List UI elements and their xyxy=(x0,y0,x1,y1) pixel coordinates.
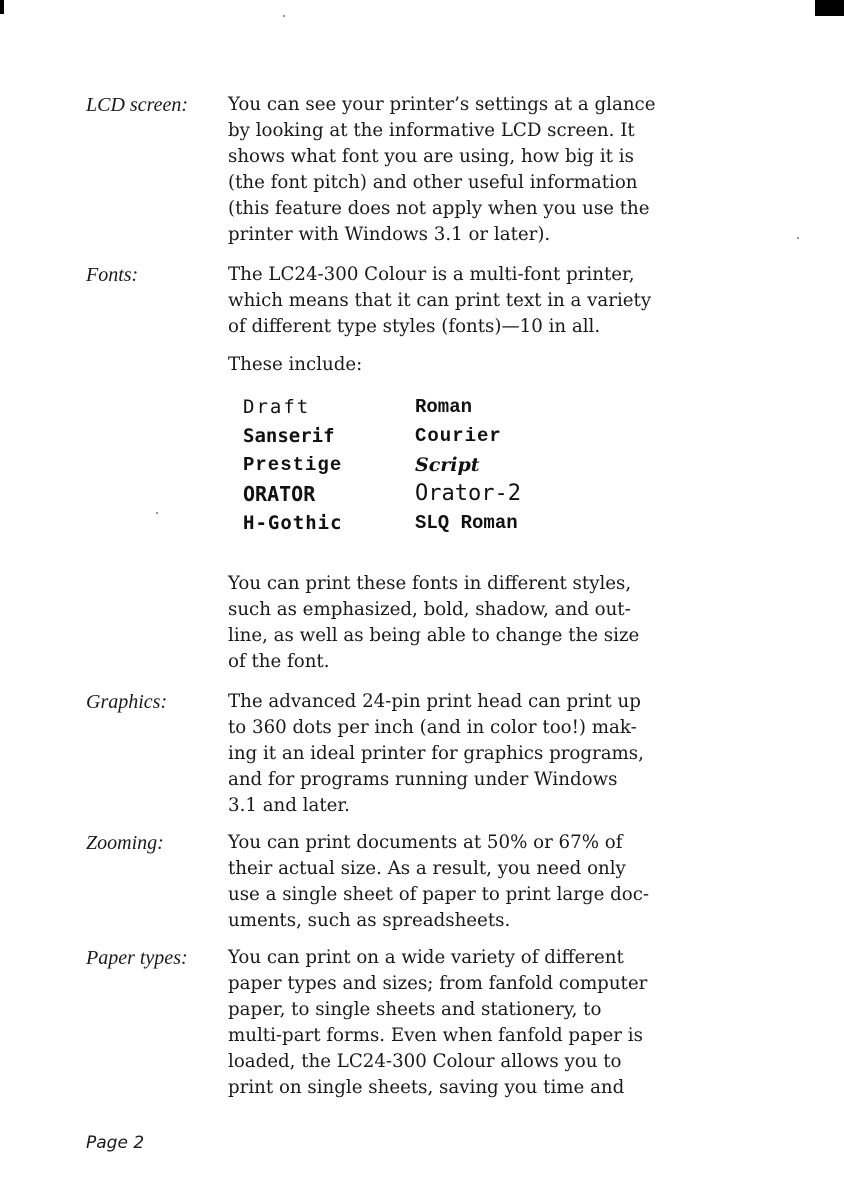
text-line: by looking at the informative LCD screen. It xyxy=(228,120,635,141)
font-sample-script: Script xyxy=(415,454,480,476)
text-line: loaded, the LC24-300 Colour allows you to xyxy=(228,1051,622,1072)
font-sample-roman: Roman xyxy=(415,396,473,418)
text-line: such as emphasized, bold, shadow, and out- xyxy=(228,599,631,620)
text-line: uments, such as spreadsheets. xyxy=(228,910,511,931)
paragraph-fonts xyxy=(228,262,728,340)
text-line: (the font pitch) and other useful information xyxy=(228,172,638,193)
text-line: of the font. xyxy=(228,651,330,672)
text-line: their actual size. As a result, you need only xyxy=(228,858,626,879)
font-sample-slq-roman: SLQ Roman xyxy=(415,512,518,534)
text-line: which means that it can print text in a variety xyxy=(228,290,652,311)
text-line: to 360 dots per inch (and in color too!) mak- xyxy=(228,717,637,738)
text-line: You can see your printer’s settings at a glance xyxy=(228,94,656,115)
paragraph-font-styles xyxy=(228,571,728,675)
paragraph-lcd-screen xyxy=(228,92,728,248)
page-number: Page 2 xyxy=(86,1133,145,1153)
font-sample-prestige: Prestige xyxy=(243,454,343,476)
text-line: paper types and sizes; from fanfold computer xyxy=(228,973,648,994)
text-line: of different type styles (fonts)—10 in all. xyxy=(228,316,601,337)
text-line: You can print these fonts in different styles, xyxy=(228,573,632,594)
text-line: The advanced 24-pin print head can print up xyxy=(228,691,641,712)
font-sample-h-gothic: H-Gothic xyxy=(243,512,343,534)
text-line: 3.1 and later. xyxy=(228,795,350,816)
font-sample-draft: Draft xyxy=(243,396,311,418)
text-line: ing it an ideal printer for graphics programs, xyxy=(228,743,644,764)
font-sample-sanserif: Sanserif xyxy=(243,425,335,447)
paragraph-paper-types xyxy=(228,945,728,1101)
text-line: The LC24-300 Colour is a multi-font printer, xyxy=(228,264,635,285)
font-sample-orator: ORATOR xyxy=(243,482,316,506)
text-line: use a single sheet of paper to print large doc- xyxy=(228,884,650,905)
term-fonts: Fonts: xyxy=(86,264,139,286)
text-line: You can print on a wide variety of different xyxy=(228,947,624,968)
fonts-include-label: These include: xyxy=(228,354,363,375)
font-sample-courier: Courier xyxy=(415,425,502,447)
paragraph-graphics xyxy=(228,689,728,819)
text-line: print on single sheets, saving you time and xyxy=(228,1077,625,1098)
term-lcd-screen: LCD screen: xyxy=(86,94,189,116)
term-graphics: Graphics: xyxy=(86,691,168,713)
text-line: paper, to single sheets and stationery, to xyxy=(228,999,602,1020)
term-paper-types: Paper types: xyxy=(86,947,188,969)
term-zooming: Zooming: xyxy=(86,832,164,854)
text-line: multi-part forms. Even when fanfold paper is xyxy=(228,1025,643,1046)
text-line: (this feature does not apply when you use the xyxy=(228,198,650,219)
font-sample-orator-2: Orator-2 xyxy=(415,481,521,506)
text-line: shows what font you are using, how big it is xyxy=(228,146,634,167)
text-line: and for programs running under Windows xyxy=(228,769,618,790)
text-line: printer with Windows 3.1 or later). xyxy=(228,224,551,245)
text-line: line, as well as being able to change the size xyxy=(228,625,640,646)
text-line: You can print documents at 50% or 67% of xyxy=(228,832,623,853)
paragraph-zooming xyxy=(228,830,728,934)
